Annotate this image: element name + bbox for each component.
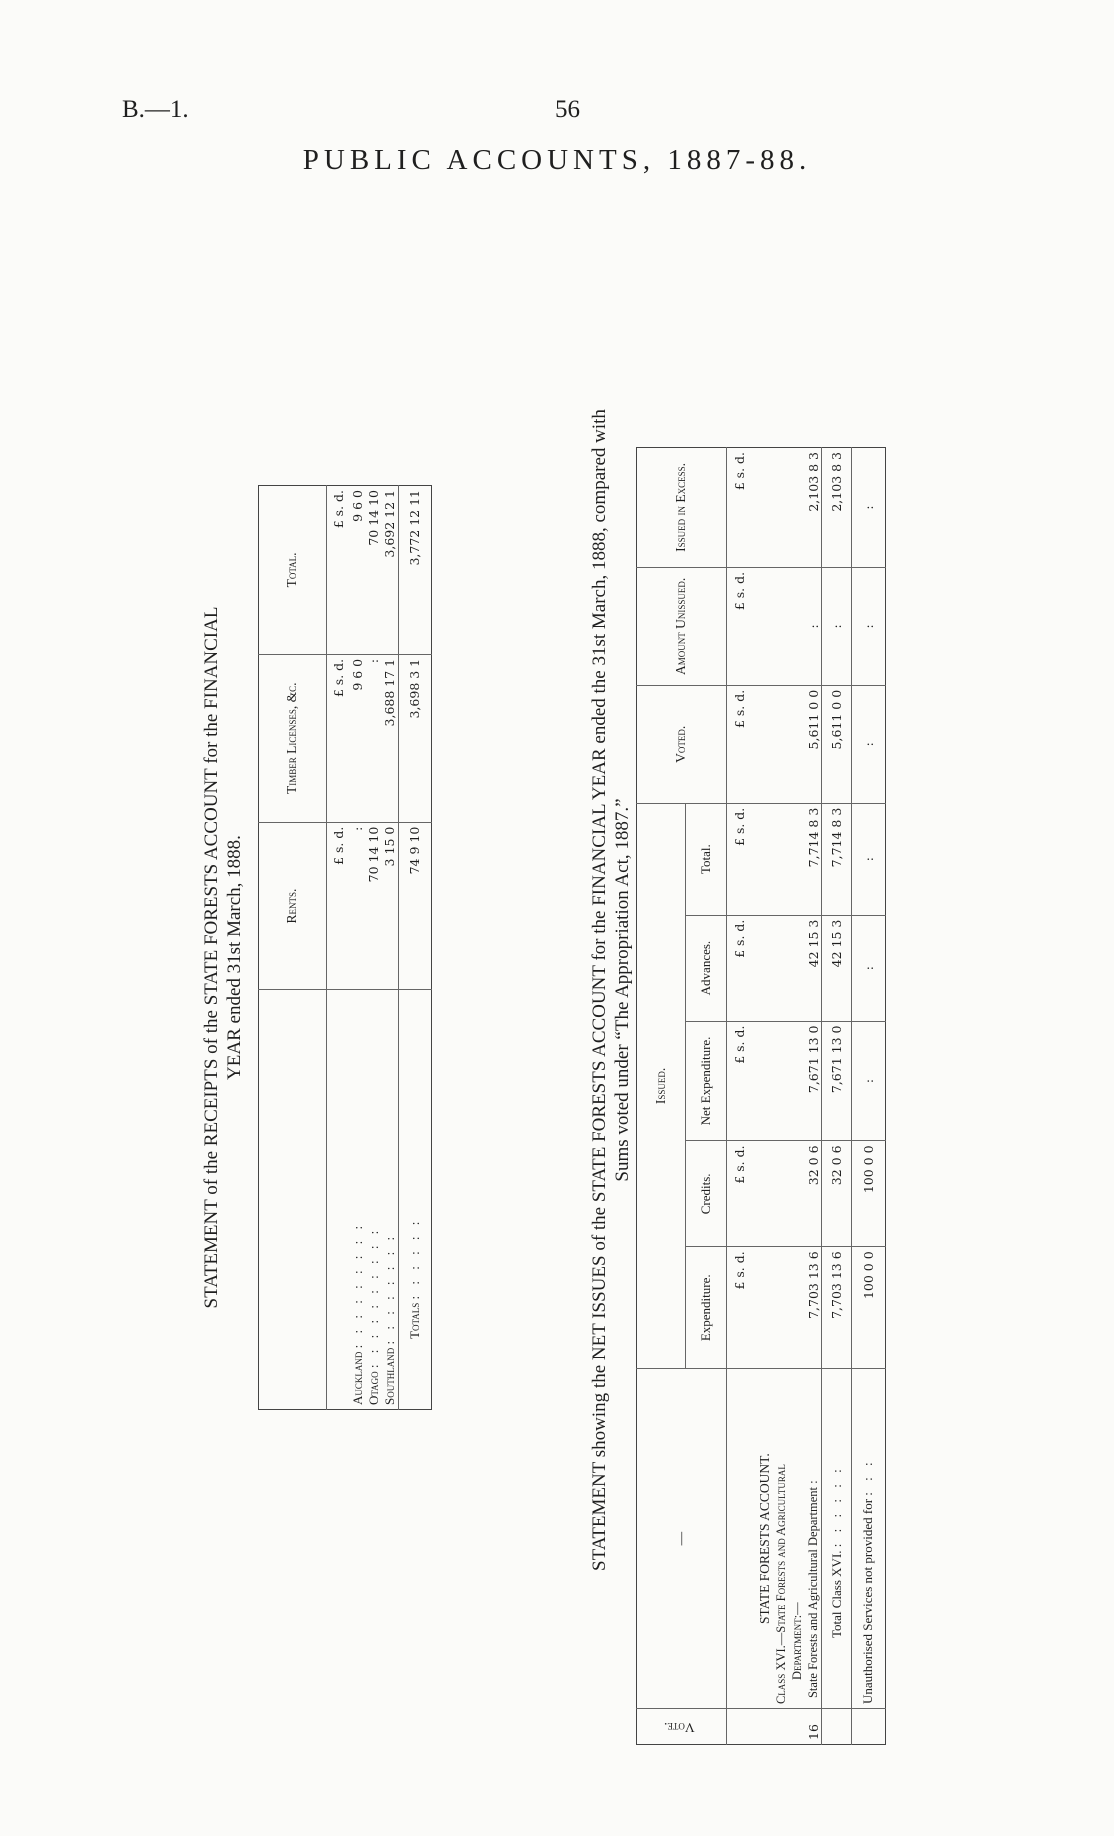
advances-total: 42 15 3 [822, 915, 852, 1021]
rents-header: Rents. [259, 822, 327, 990]
credits-cell: 32 0 6 [751, 1141, 822, 1247]
rents-cell: 3 15 0 [381, 822, 398, 990]
timber-cell: 9 6 0 [349, 654, 365, 822]
timber-cell: 3,688 17 1 [381, 654, 398, 822]
net-issues-table [636, 447, 886, 1745]
receipts-caption [200, 495, 246, 1420]
row-label: Southland [382, 1347, 398, 1405]
totals-row: Totals : : : : : : 74 9 10 3,698 3 1 3,772 12 11 [398, 486, 431, 1410]
voted-header: Voted. [637, 685, 727, 803]
unauthorised-label: Unauthorised Services not provided for [860, 1498, 876, 1705]
total-cell: 3,692 12 1 [381, 486, 398, 655]
total-cell: 7,714 8 3 [751, 803, 822, 915]
total-total: 7,714 8 3 [822, 803, 852, 915]
voted-total: 5,611 0 0 [822, 685, 852, 803]
expenditure-header: Expenditure. [686, 1247, 727, 1369]
unissued-cell: : [751, 567, 822, 685]
units-label: £ s. d. [726, 803, 751, 915]
net-issues-caption [588, 220, 634, 1760]
units-label: £ s. d. [726, 1141, 751, 1247]
excess-cell: 2,103 8 3 [751, 448, 822, 568]
net-expenditure-header: Net Expenditure. [686, 1021, 727, 1141]
description-header: — [637, 1369, 727, 1709]
units-label: £ s. d. [726, 685, 751, 803]
total-class-row: Total Class XVI. : : : : : : 7,703 13 6 32 0 6 7,671 13 0 42 15 3 7,714 8 3 5,611 0 0 : 2,103 8 3 [822, 448, 852, 1745]
document-code: B.—1. [122, 96, 189, 123]
total-class-label: Total Class XVI. [828, 1550, 844, 1639]
units-label: £ s. d. [726, 567, 751, 685]
receipts-table [258, 485, 432, 1410]
row-label: State Forests and Agricultural Department [806, 1486, 821, 1699]
excess-header: Issued in Excess. [637, 448, 727, 568]
table-row: Otago : : : : : : : : : : 70 14 10 : 70 14 10 [365, 486, 381, 1410]
expenditure-total: 7,703 13 6 [822, 1247, 852, 1369]
row-label: Otago [365, 1371, 381, 1405]
receipts-label-header [259, 990, 327, 1410]
class-heading-line1: Class XVI.—State Forests and Agricultural [774, 1464, 789, 1705]
rents-total: 74 9 10 [398, 822, 431, 990]
voted-cell: 5,611 0 0 [751, 685, 822, 803]
unissued-total: : [822, 567, 852, 685]
excess-total: 2,103 8 3 [822, 448, 852, 568]
receipts-caption-line2: YEAR ended 31st March, 1888. [224, 835, 245, 1080]
receipts-caption-line1: STATEMENT of the RECEIPTS of the STATE FORESTS ACCOUNT for the FINANCIAL [201, 606, 222, 1309]
table-row: Auckland : : : : : : : : : : 9 6 0 9 6 0 [349, 486, 365, 1410]
total-header: Total. [686, 803, 727, 915]
rents-cell: : [349, 822, 365, 990]
unissued-cell: : [851, 567, 885, 685]
units-label: £ s. d. [326, 654, 349, 822]
timber-cell: : [365, 654, 381, 822]
excess-cell: : [851, 448, 885, 568]
total-cell: 9 6 0 [349, 486, 365, 655]
page-number: 56 [555, 96, 580, 123]
total-cell: 70 14 10 [365, 486, 381, 655]
advances-header: Advances. [686, 915, 727, 1021]
page-title: PUBLIC ACCOUNTS, 1887-88. [302, 144, 812, 176]
vote-header: Vote. [637, 1709, 727, 1745]
unauthorised-row: Unauthorised Services not provided for : : : 100 0 0 100 0 0 : : : : : : [851, 448, 885, 1745]
totals-label: Totals [406, 1302, 422, 1339]
total-header: Total. [259, 486, 327, 655]
grand-total: 3,772 12 11 [398, 486, 431, 655]
net-expenditure-cell: : [851, 1021, 885, 1141]
expenditure-cell: 100 0 0 [851, 1247, 885, 1369]
net-issues-caption-line2: Sums voted under “The Appropriation Act, 1887.” [612, 798, 633, 1182]
credits-header: Credits. [686, 1141, 727, 1247]
credits-cell: 100 0 0 [851, 1141, 885, 1247]
unissued-header: Amount Unissued. [637, 567, 727, 685]
net-expenditure-total: 7,671 13 0 [822, 1021, 852, 1141]
net-issues-table-wrap [636, 447, 886, 1745]
timber-total: 3,698 3 1 [398, 654, 431, 822]
units-label: £ s. d. [326, 822, 349, 990]
advances-cell: : [851, 915, 885, 1021]
advances-cell: 42 15 3 [751, 915, 822, 1021]
net-expenditure-cell: 7,671 13 0 [751, 1021, 822, 1141]
units-label: £ s. d. [726, 1247, 751, 1369]
credits-total: 32 0 6 [822, 1141, 852, 1247]
row-label: Auckland [349, 1351, 365, 1405]
units-label: £ s. d. [726, 915, 751, 1021]
units-label: £ s. d. [726, 1021, 751, 1141]
receipts-table-wrap [258, 485, 432, 1410]
table-row: 16 STATE FORESTS ACCOUNT. Class XVI.—State Forests and Agricultural Department:— State Forests and Agricultural Department : 7,703 13 6 32 0 6 7,671 13 0 42 15 3 7,714 8 3 5,611 0 0 : 2,103 8 3 [751, 448, 822, 1745]
total-cell: : [851, 803, 885, 915]
issued-header: Issued. [637, 803, 686, 1369]
expenditure-cell: 7,703 13 6 [751, 1247, 822, 1369]
section-title: STATE FORESTS ACCOUNT. [757, 1453, 773, 1625]
net-issues-caption-line1: STATEMENT showing the NET ISSUES of the STATE FORESTS ACCOUNT for the FINANCIAL YEAR ended the 31st March, 1888, compared with [589, 409, 610, 1571]
timber-header: Timber Licenses, &c. [259, 654, 327, 822]
units-label: £ s. d. [726, 448, 751, 568]
class-heading-line2: Department:— [790, 1602, 805, 1681]
voted-cell: : [851, 685, 885, 803]
rents-cell: 70 14 10 [365, 822, 381, 990]
units-label: £ s. d. [326, 486, 349, 655]
vote-cell: 16 [806, 1724, 822, 1740]
table-row: Southland : : : : : : : : 3 15 0 3,688 17 1 3,692 12 1 [381, 486, 398, 1410]
